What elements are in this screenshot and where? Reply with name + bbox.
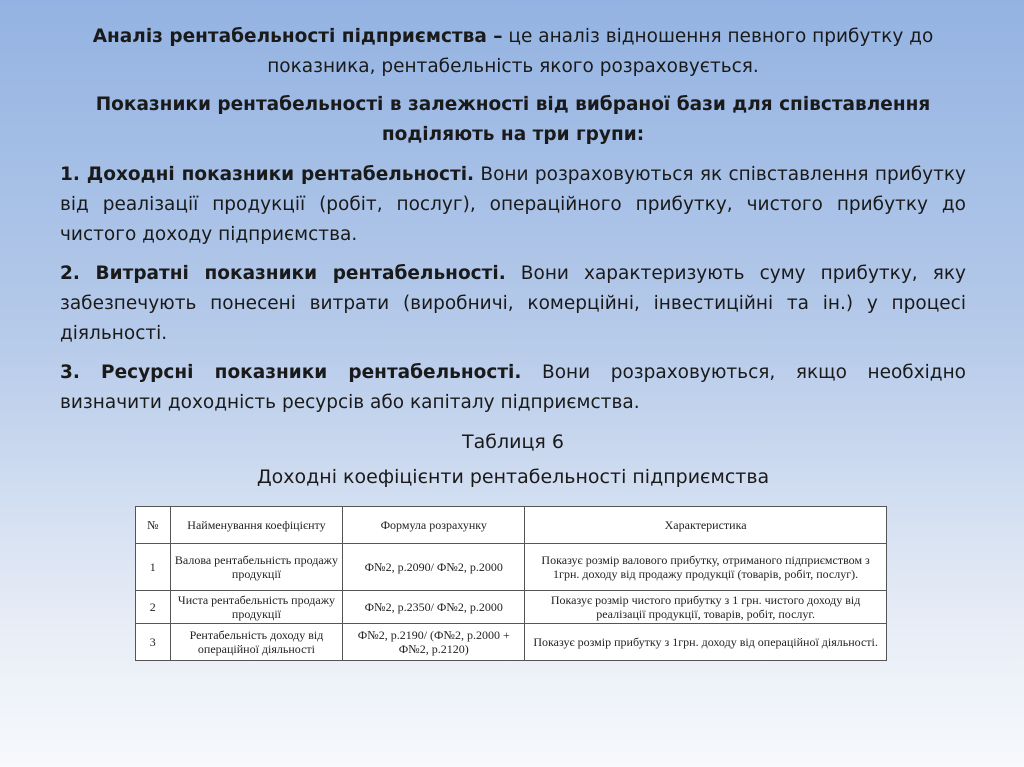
row-description: Показує розмір прибутку з 1грн. доходу від операційної діяльності. bbox=[525, 624, 887, 661]
row-number: 3 bbox=[136, 624, 171, 661]
table-row bbox=[136, 544, 887, 591]
group-item-3-title: 3. Ресурсні показники рентабельності. bbox=[60, 362, 522, 383]
group-item-1-text: Вони розраховуються як співставлення прибутку від реалізації продукції (робіт, послуг), операційного прибутку, чистого прибутку до чистого доходу підприємства. bbox=[60, 164, 966, 245]
group-item-2 bbox=[60, 259, 966, 349]
row-name: Валова рентабельність продажу продукції bbox=[170, 544, 343, 591]
header-number: № bbox=[136, 507, 171, 544]
table-number: Таблиця 6 bbox=[462, 431, 564, 453]
table-row bbox=[136, 591, 887, 624]
group-item-2-text: Вони характеризують суму прибутку, яку забезпечують понесені витрати (виробничі, комерційні, інвестиційні та ін.) у процесі діяльності. bbox=[60, 263, 966, 344]
header-formula: Формула розрахунку bbox=[343, 507, 525, 544]
intro-term: Аналіз рентабельності підприємства – bbox=[92, 26, 503, 47]
intro-definition: це аналіз відношення певного прибутку до показника, рентабельність якого розраховується. bbox=[267, 26, 934, 77]
coefficients-table bbox=[135, 506, 887, 661]
table-title: Доходні коефіцієнти рентабельності підприємства bbox=[256, 466, 770, 488]
group-item-3 bbox=[60, 358, 966, 418]
header-description: Характеристика bbox=[525, 507, 887, 544]
table-row bbox=[136, 624, 887, 661]
header-name: Найменування коефіцієнту bbox=[170, 507, 343, 544]
groups-heading-text: Показники рентабельності в залежності від вибраної бази для співставлення поділяють на три групи: bbox=[95, 94, 931, 145]
groups-heading bbox=[60, 90, 966, 150]
table-header-row bbox=[136, 507, 887, 544]
group-item-1-title: 1. Доходні показники рентабельності. bbox=[60, 164, 475, 185]
intro-paragraph bbox=[60, 22, 966, 82]
row-formula: Ф№2, р.2190/ (Ф№2, р.2000 + Ф№2, р.2120) bbox=[343, 624, 525, 661]
row-formula: Ф№2, р.2350/ Ф№2, р.2000 bbox=[343, 591, 525, 624]
row-description: Показує розмір валового прибутку, отриманого підприємством з 1грн. доходу від продажу продукції (товарів, робіт, послуг). bbox=[525, 544, 887, 591]
row-name: Чиста рентабельність продажу продукції bbox=[170, 591, 343, 624]
group-item-2-title: 2. Витратні показники рентабельності. bbox=[60, 263, 506, 284]
row-number: 2 bbox=[136, 591, 171, 624]
row-formula: Ф№2, р.2090/ Ф№2, р.2000 bbox=[343, 544, 525, 591]
row-description: Показує розмір чистого прибутку з 1 грн. чистого доходу від реалізації продукції, товарів, робіт, послуг. bbox=[525, 591, 887, 624]
row-name: Рентабельність доходу від операційної діяльності bbox=[170, 624, 343, 661]
row-number: 1 bbox=[136, 544, 171, 591]
group-item-1 bbox=[60, 160, 966, 250]
group-item-3-text: Вони розраховуються, якщо необхідно визначити доходність ресурсів або капіталу підприємства. bbox=[60, 362, 966, 413]
